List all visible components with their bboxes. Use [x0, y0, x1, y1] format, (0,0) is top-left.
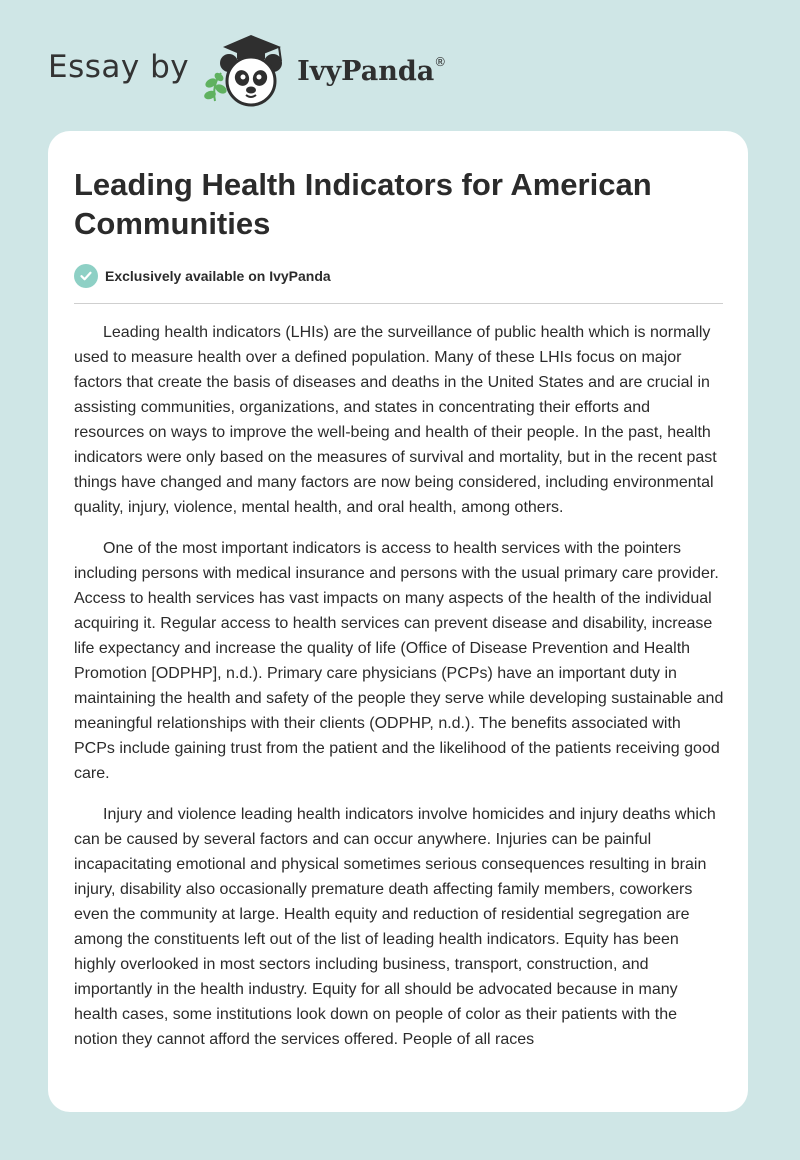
site-header-brand[interactable] — [48, 30, 446, 110]
essay-body — [74, 320, 724, 1068]
brand-name: IvyPanda® — [297, 55, 447, 87]
brand-prefix: Essay by — [48, 49, 190, 85]
paragraph: Injury and violence leading health indicators involve homicides and injury deaths which can be caused by several factors and can occur anywhere. Injuries can be painful incapacitating emotional and physical sometimes serious consequences resulting in brain injury, disability also occasionally premature death affecting family members, coworkers even the community at large. Health equity and reduction of residential segregation are among the constituents left out of the list of leading health indicators. Equity has been highly overlooked in most sectors including business, transport, construction, and importantly in the health industry. Equity for all should be advocated because in many health cases, some institutions look down on people of color as their patients with the notion they cannot afford the services offered. People of all races — [74, 806, 716, 1048]
exclusive-badge — [74, 264, 331, 288]
divider — [74, 303, 723, 304]
essay-card — [48, 131, 748, 1112]
paragraph: One of the most important indicators is access to health services with the pointers including persons with medical insurance and persons with the usual primary care provider. Access to health services has vast impacts on many aspects of the health of the individual acquiring it. Regular access to health services can prevent disease and disability, increase life expectancy and increase the quality of life (Office of Disease Prevention and Health Promotion [ODPHP], n.d.). Primary care physicians (PCPs) have an important duty in maintaining the health and safety of the people they serve while developing sustainable and meaningful relationships with their clients (ODPHP, n.d.). The benefits associated with PCPs include gaining trust from the patient and the likelihood of the patients receiving good care. — [74, 540, 724, 782]
paragraph: Leading health indicators (LHIs) are the surveillance of public health which is normally used to measure health over a defined population. Many of these LHIs focus on major factors that create the basis of diseases and deaths in the United States and are crucial in assisting communities, organizations, and states in concentrating their efforts and resources on ways to improve the well-being and health of their people. In the past, health indicators were only based on the measures of survival and mortality, but in the recent past things have changed and many factors are now being considered, including environmental quality, injury, violence, mental health, and oral health, among others. — [74, 324, 717, 516]
check-circle-icon — [74, 264, 98, 288]
badge-label: Exclusively available on IvyPanda — [105, 268, 331, 284]
leaf-sprig-icon — [203, 71, 228, 101]
panda-logo-icon — [201, 31, 293, 109]
page-title: Leading Health Indicators for American Communities — [74, 167, 652, 241]
